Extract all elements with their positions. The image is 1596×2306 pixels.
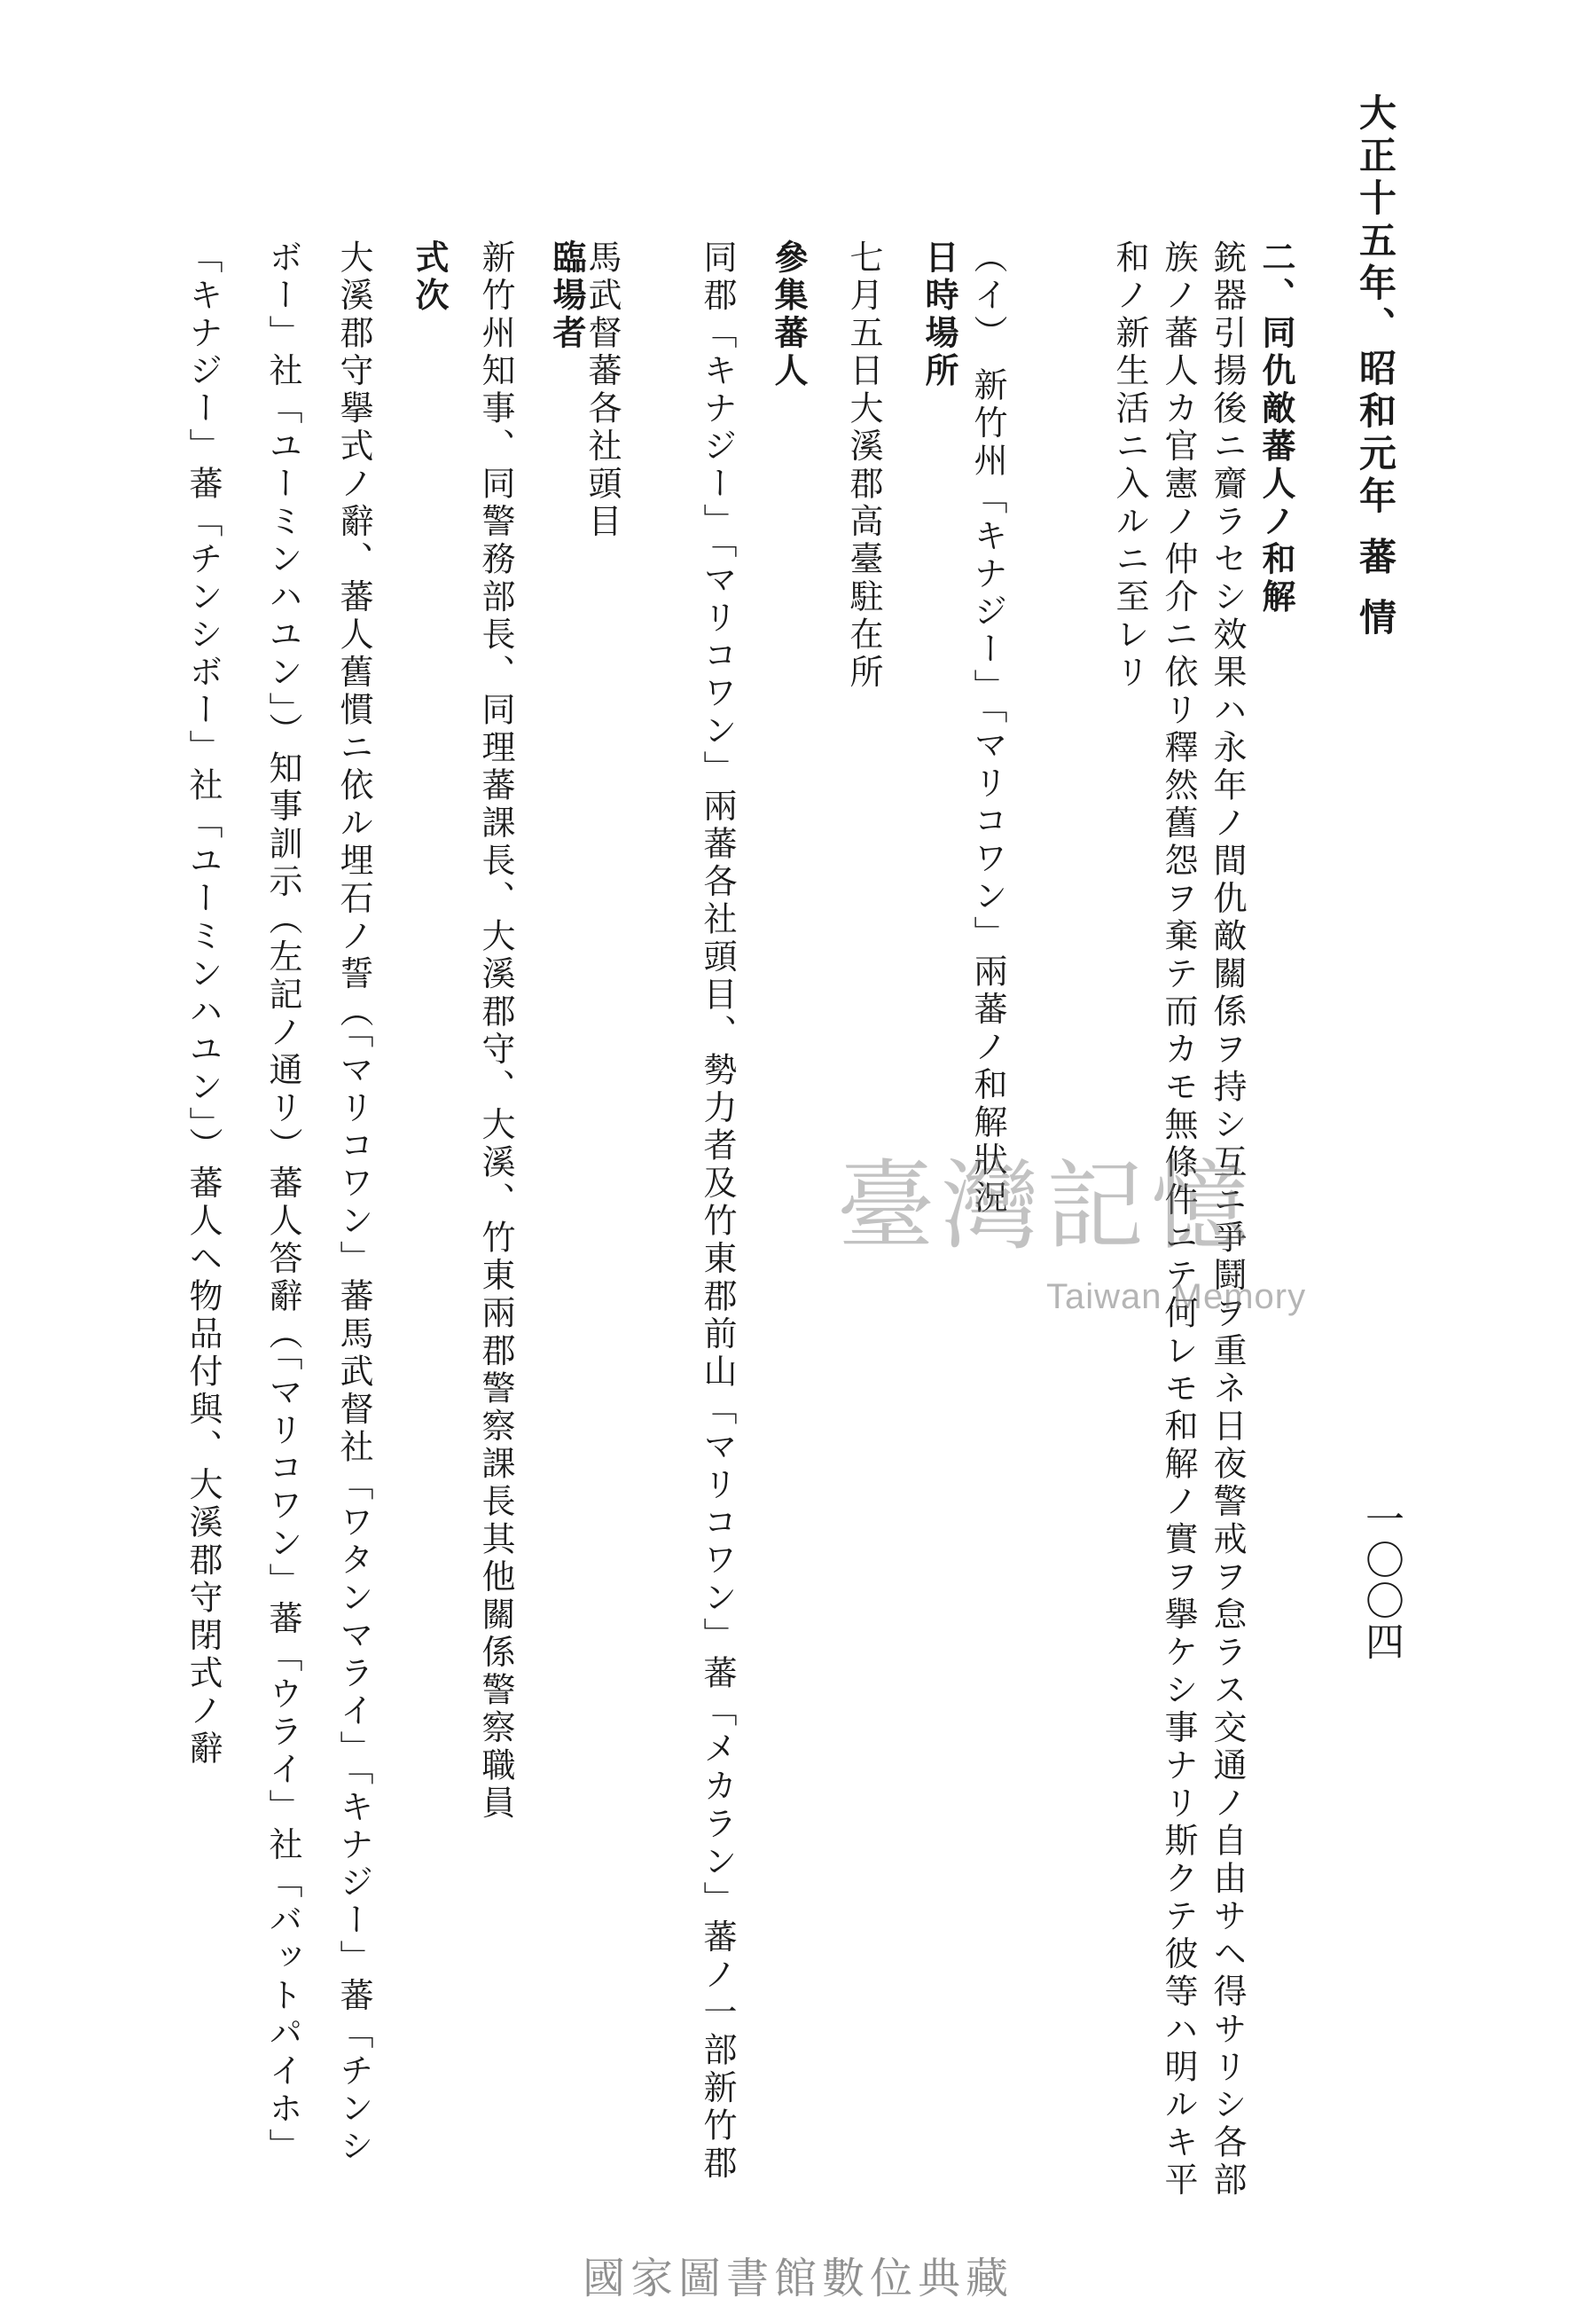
participants-line: 同郡「キナジー」「マリコワン」兩蕃各社頭目、勢力者及竹東郡前山「マリコワン」蕃「メカラン」蕃ノ一部新竹郡 xyxy=(698,239,737,2183)
datetime-heading: 日時場所 xyxy=(919,239,959,390)
ceremony-line: 「キナジー」蕃「チンシボー」社「ユーミンハユン」）蕃人ヘ物品付與、大溪郡守閉式ノ辭 xyxy=(184,239,223,1769)
page-number: 一〇〇四 xyxy=(1358,1499,1404,1662)
running-header: 大正十五年、昭和元年 蕃 情 xyxy=(1354,93,1397,641)
attendees-text: 新竹州知事、同警務部長、同理蕃課長、大溪郡守、大溪、竹東兩郡警察課長其他關係警察職員 xyxy=(476,239,515,1823)
body-line: 族ノ蕃人カ官憲ノ仲介ニ依リ釋然舊怨ヲ棄テ而カモ無條件ニテ何レモ和解ノ實ヲ擧ケシ事ナリ斯クテ彼等ハ明ルキ平 xyxy=(1159,239,1198,2200)
ceremony-line: ボー」社「ユーミンハユン」）知事訓示（左記ノ通リ）蕃人答辭（「マリコワン」蕃「ウライ」社「バットパイホ」 xyxy=(263,239,302,2166)
body-line: 和ノ新生活ニ入ルニ至レリ xyxy=(1110,239,1149,692)
sub-item-heading: （イ） 新竹州「キナジー」「マリコワン」兩蕃ノ和解狀況 xyxy=(968,239,1007,1218)
participants-line: 馬武督蕃各社頭目 xyxy=(583,239,622,541)
ceremony-line: 大溪郡守擧式ノ辭、蕃人舊慣ニ依ル埋石ノ誓（「マリコワン」蕃馬武督社「ワタンマライ」「キナジー」蕃「チンシ xyxy=(334,239,373,2166)
datetime-text: 七月五日大溪郡高臺駐在所 xyxy=(844,239,883,692)
footer-credit: 國家圖書館數位典藏 xyxy=(582,2254,1013,2303)
body-line: 銃器引揚後ニ齎ラセシ效果ハ永年ノ間仇敵關係ヲ持シ互ニ爭鬪ヲ重ネ日夜警戒ヲ怠ラス交通ノ自由サヘ得サリシ各部 xyxy=(1208,239,1247,2200)
attendees-heading: 臨場者 xyxy=(547,239,587,353)
watermark-logo: 臺灣記憶 xyxy=(837,1149,1256,1263)
watermark-subtitle: Taiwan Memory xyxy=(1046,1277,1307,1316)
participants-heading: 參集蕃人 xyxy=(769,239,809,390)
ceremony-heading: 式次 xyxy=(410,239,450,315)
section-title: 二、同仇敵蕃人ノ和解 xyxy=(1256,239,1296,616)
